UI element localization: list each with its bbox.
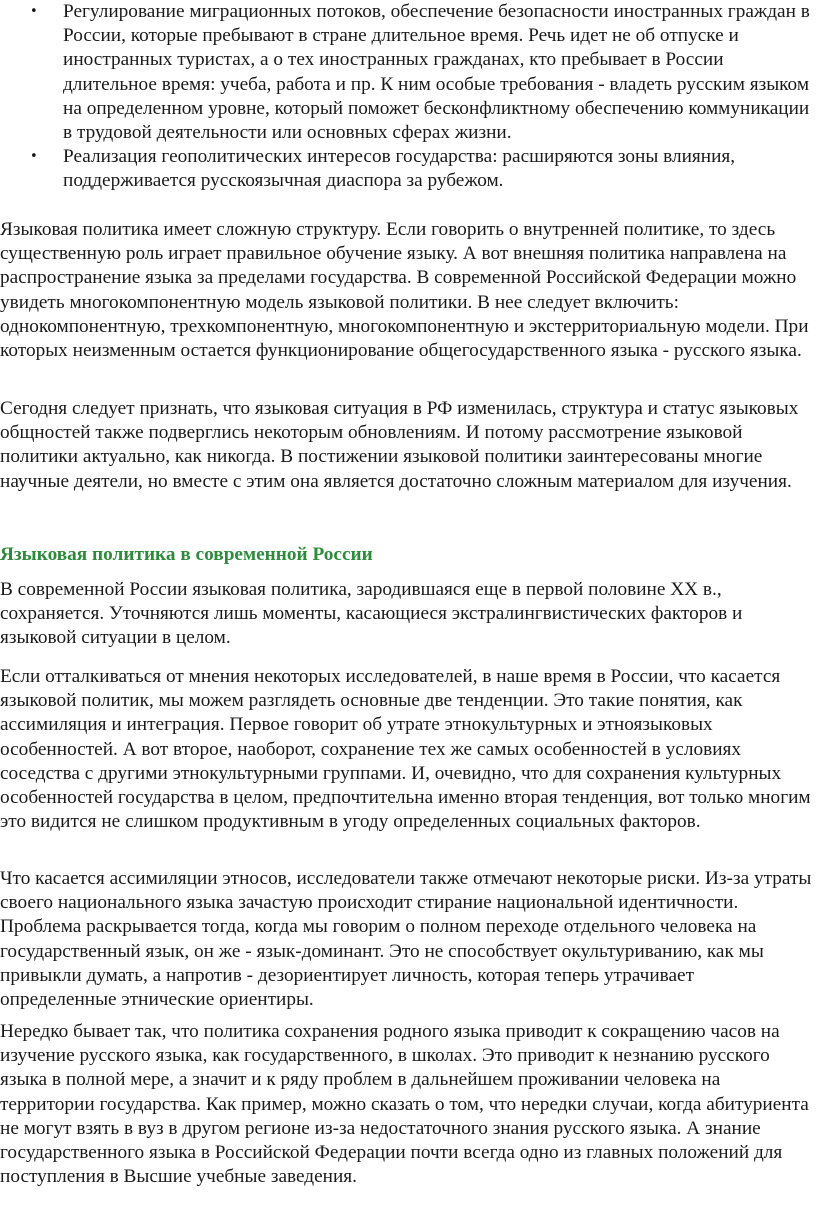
- bullet-list: [0, 0, 816, 194]
- list-item: [0, 145, 816, 193]
- paragraph: Нередко бывает так, что политика сохранения родного языка приводит к сокращению часов на изучение русского языка, как государственного, в школах. Это приводит к незнанию русского языка в полной мере, а значит и к ряду проблем в дальнейшем проживании человека на территории государства. Как пример, можно сказать о том, что нередки случаи, когда абитуриента не могут взять в вуз в другом регионе из-за недостаточного знания русского языка. А знание государственного языка в Российской Федерации почти всегда одно из главных положений для поступления в Высшие учебные заведения.: [0, 1021, 809, 1188]
- paragraph: Языковая политика имеет сложную структуру. Если говорить о внутренней политике, то здесь существенную роль играет правильное обучение языку. А вот внешняя политика направлена на распространение языка за пределами государства. В современной Российской Федерации можно увидеть многокомпонентную модель языковой политики. В нее следует включить: однокомпонентную, трехкомпонентную, многокомпонентную и экстерриториальную модели. При которых неизменным остается функционирование общегосударственного языка - русского языка.: [0, 219, 809, 362]
- list-item: [0, 0, 816, 145]
- bullet-icon: •: [30, 4, 38, 19]
- bullet-icon: •: [30, 149, 38, 165]
- paragraph: Если отталкиваться от мнения некоторых исследователей, в наше время в России, что касается языковой политик, мы можем разглядеть основные две тенденции. Это такие понятия, как ассимиляция и интеграция. Первое говорит об утрате этнокультурных и этноязыковых особенностей. А вот второе, наоборот, сохранение тех же самых особенностей в условиях соседства с другими этнокультурными группами. И, очевидно, что для сохранения культурных особенностей государства в целом, предпочтительна именно вторая тенденция, вот только многим это видится не слишком продуктивным в угоду определенных социальных факторов.: [0, 666, 811, 833]
- section-heading: Языковая политика в современной России: [0, 544, 373, 565]
- list-item-text: Реализация геополитических интересов государства: расширяются зоны влияния, поддерживается русскоязычная диаспора за рубежом.: [63, 146, 736, 192]
- paragraph: Что касается ассимиляции этносов, исследователи также отмечают некоторые риски. Из-за утраты своего национального языка зачастую происходит стирание национальной идентичности. Проблема раскрывается тогда, когда мы говорим о полном переходе отдельного человека на государственный язык, он же - язык-доминант. Это не способствует окультуриванию, как мы привыкли думать, а напротив - дезориентирует личность, которая теперь утрачивает определенные этнические ориентиры.: [0, 868, 812, 1011]
- list-item-text: Регулирование миграционных потоков, обеспечение безопасности иностранных граждан в России, которые пребывают в стране длительное время. Речь идет не об отпуске и иностранных туристах, а о тех иностранных гражданах, кто пребывает в России длительное время: учеба, работа и пр. К ним особые требования - владеть русским языком на определенном уровне, который поможет бесконфликтному обеспечению коммуникации в трудовой деятельности или основных сферах жизни.: [63, 1, 810, 144]
- paragraph: Сегодня следует признать, что языковая ситуация в РФ изменилась, структура и статус языковых общностей также подверглись некоторым обновлениям. И потому рассмотрение языковой политики актуально, как никогда. В постижении языковой политики заинтересованы многие научные деятели, но вместе с этим она является достаточно сложным материалом для изучения.: [0, 398, 799, 492]
- paragraph: В современной России языковая политика, зародившаяся еще в первой половине XX в., сохраняется. Уточняются лишь моменты, касающиеся экстралингвистических факторов и языковой ситуации в целом.: [0, 579, 743, 649]
